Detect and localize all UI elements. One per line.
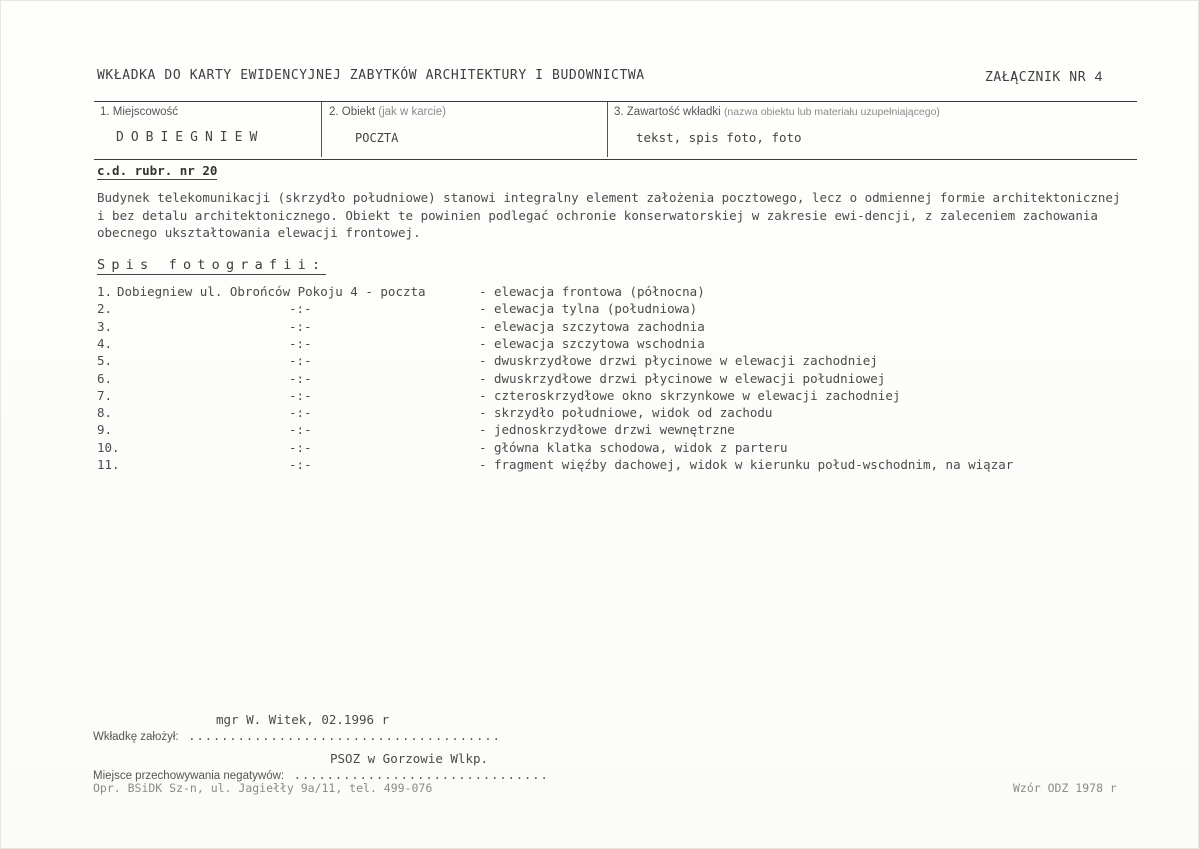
photo-item-number: 3. [97,318,113,334]
photo-item-description: czteroskrzydłowe okno skrzynkowe w elewacji zachodniej [494,387,901,403]
photo-item-ditto: -:- [289,422,312,438]
created-by-dots: ...................................... [188,729,501,743]
photo-item-number: 7. [97,387,113,403]
photo-list-title: Spis fotografii: [97,257,327,273]
photo-item-description: fragment więźby dachowej, widok w kierunku połud-wschodnim, na wiązar [494,457,1014,472]
header-top-rule [94,101,1137,102]
header-bottom-rule [94,159,1137,160]
photo-item-ditto: -:- [289,318,312,334]
photo-item-ditto: -:- [289,457,312,472]
photo-item-description: główna klatka schodowa, widok z parteru [494,439,788,455]
photo-item-ditto: -:- [289,335,312,351]
continuation-heading: c.d. rubr. nr 20 [97,163,218,178]
photo-item-dash: - [479,457,487,472]
negatives-value: PSOZ w Gorzowie Wlkp. [330,751,489,766]
photo-item-description: elewacja szczytowa wschodnia [494,335,705,351]
photo-item-ditto: -:- [289,301,312,317]
content-label-text: 3. Zawartość wkładki [614,106,721,118]
attachment-label: ZAŁĄCZNIK NR [985,70,1087,85]
photo-item-dash: - [479,422,487,438]
object-label [329,106,446,118]
column-divider-2 [607,102,608,157]
photo-item-place: Dobiegniew ul. Obrońców Pokoju 4 - poczta [117,284,426,299]
photo-item-description: jednoskrzydłowe drzwi wewnętrzne [494,422,735,438]
created-by-label: Wkładkę założył: [93,731,179,743]
form-model: Wzór ODZ 1978 r [1013,781,1117,795]
negatives-label: Miejsce przechowywania negatywów: [93,770,285,782]
photo-item-dash: - [479,387,487,403]
photo-item-number: 11. [97,457,120,472]
content-label-note: (nazwa obiektu lub materiału uzupełniającego) [723,106,940,118]
object-label-note: (jak w karcie) [378,106,446,118]
photo-item-number: 1. [97,284,113,299]
object-value: POCZTA [355,131,399,145]
photo-item-description: elewacja frontowa (północna) [494,284,705,299]
photo-item-dash: - [479,370,487,386]
photo-item-dash: - [479,439,487,455]
negatives-dots: ............................... [293,768,549,782]
photo-item-number: 5. [97,353,113,369]
photo-item-description: dwuskrzydłowe drzwi płycinowe w elewacji zachodniej [494,353,878,369]
photo-item-number: 8. [97,405,113,421]
created-by-value: mgr W. Witek, 02.1996 r [216,712,390,727]
form-title: WKŁADKA DO KARTY EWIDENCYJNEJ ZABYTKÓW ARCHITEKTURY I BUDOWNICTWA [97,68,645,83]
photo-item-ditto: -:- [289,439,312,455]
place-label: 1. Miejscowość [100,106,178,118]
photo-item-dash: - [479,301,487,317]
description-text: Budynek telekomunikacji (skrzydło południowe) stanowi integralny element założenia pocztowego, lecz o odmiennej formie architektonicznej i bez detalu architektonicznego. Obiekt te powinien podlegać ochronie konserwatorskiej w zakresie ewi-dencji, z zaleceniem zachowania obecnego ukształtowania elewacji frontowej. [97,190,1121,240]
printer-info: Opr. BSiDK Sz-n, ul. Jagiełły 9a/11, tel. 499-076 [93,781,433,795]
attachment-value: 4 [1094,68,1103,84]
photo-item-description: elewacja tylna (południowa) [494,301,698,317]
object-label-text: 2. Obiekt [329,106,376,118]
column-divider-1 [321,102,322,157]
photo-item-dash: - [479,335,487,351]
photo-item-description: elewacja szczytowa zachodnia [494,318,705,334]
photo-item-number: 6. [97,370,113,386]
content-value: tekst, spis foto, foto [636,130,802,145]
photo-item-number: 9. [97,422,113,438]
photo-item-dash: - [479,318,487,334]
place-value: DOBIEGNIEW [116,130,265,145]
photo-item-ditto: -:- [289,405,312,421]
photo-item-dash: - [479,353,487,369]
content-label [614,106,940,118]
photo-item-dash: - [479,405,487,421]
photo-item-ditto: -:- [289,387,312,403]
attachment-number [985,68,1103,85]
photo-item-number: 4. [97,335,113,351]
photo-item-dash: - [479,284,487,299]
photo-item-ditto: -:- [289,353,312,369]
photo-item-description: skrzydło południowe, widok od zachodu [494,405,773,421]
photo-item-description: dwuskrzydłowe drzwi płycinowe w elewacji południowej [494,370,886,386]
photo-item-ditto: -:- [289,370,312,386]
photo-item-number: 10. [97,439,120,455]
created-by-line [93,725,501,744]
photo-item-number: 2. [97,301,113,317]
